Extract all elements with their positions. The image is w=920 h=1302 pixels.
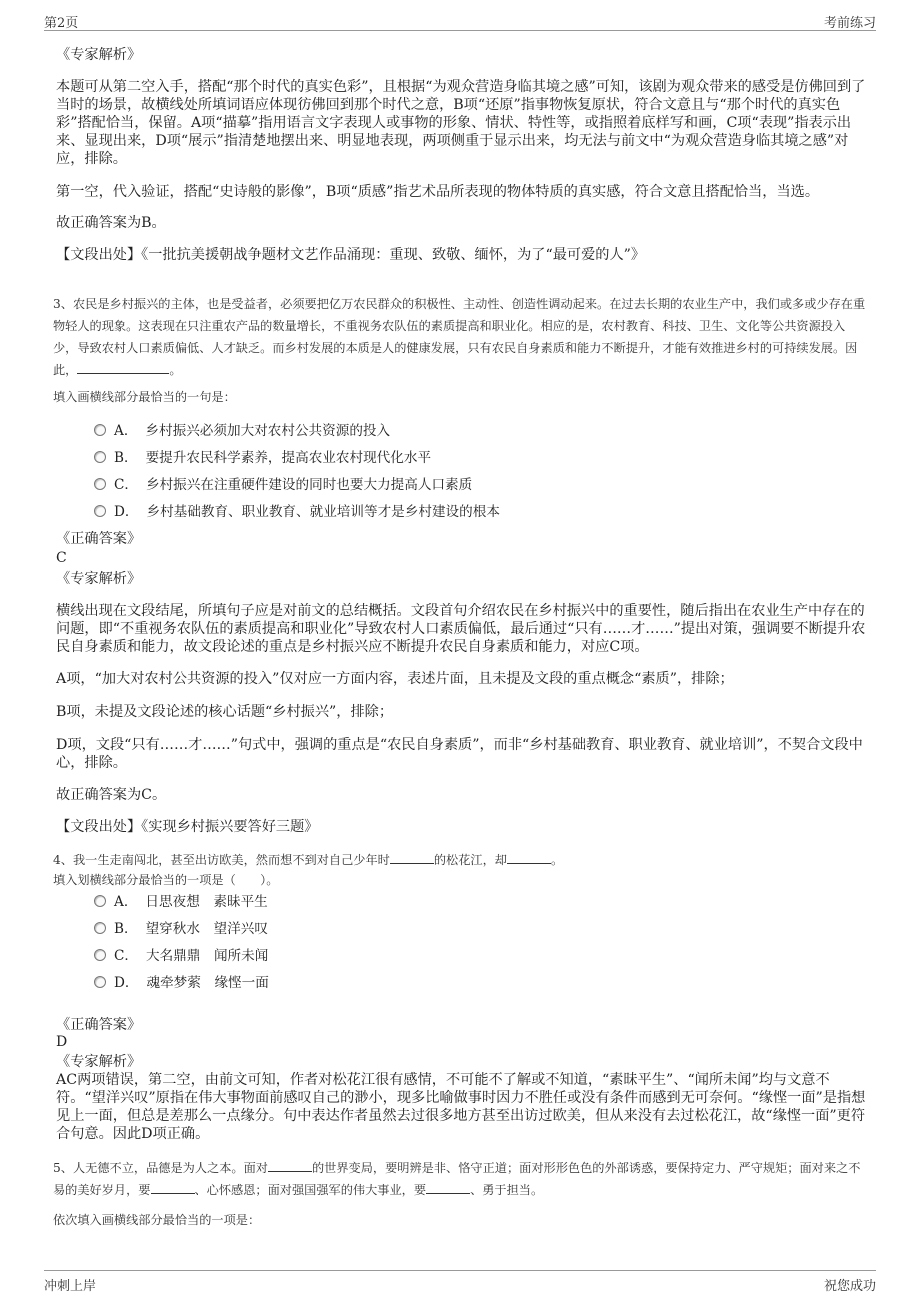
q4-answer: D <box>56 1034 68 1050</box>
q3-stem-end: 。 <box>169 363 182 377</box>
q3-answer-title: 《正确答案》 <box>56 531 142 547</box>
page-header <box>44 10 876 31</box>
q3-analysis-para2: A项，“加大对农村公共资源的投入”仅对应一方面内容，表述片面，且未提及文段的重点概念“素质”，排除； <box>56 671 734 687</box>
radio-icon[interactable] <box>94 949 106 961</box>
footer-left: 冲刺上岸 <box>44 1279 97 1294</box>
q3-option-b[interactable]: B． 要提升农民科学素养，提高农业农村现代化水平 <box>94 448 431 468</box>
q5-prompt: 依次填入画横线部分最恰当的一项是： <box>53 1213 261 1227</box>
q3-prompt: 填入画横线部分最恰当的一句是： <box>53 390 236 404</box>
radio-icon[interactable] <box>94 505 106 517</box>
q2-conclusion: 故正确答案为B。 <box>56 215 166 231</box>
q4-option-c[interactable]: C． 大名鼎鼎 闻所未闻 <box>94 946 268 966</box>
q5-blank-1 <box>268 1171 312 1172</box>
q3-answer: C <box>56 550 67 566</box>
radio-icon[interactable] <box>94 922 106 934</box>
radio-icon[interactable] <box>94 424 106 436</box>
q4-analysis-para1: AC两项错误，第二空，由前文可知，作者对松花江很有感情，不可能不了解或不知道，“素昧平生”、“闻所未闻”均与文意不符。“望洋兴叹”原指在伟大事物面前感叹自己的渺小，现多比喻做事时因力不胜任或没有条件而感到无可奈何。“缘悭一面”是指想见上一面，但总是差那么一点缘分。句中表达作者虽然去过很多地方甚至出访过欧美，但从来没有去过松花江，故“缘悭一面”更符合句意。因此D项正确。 <box>56 1072 866 1142</box>
header-title: 考前练习 <box>823 16 876 31</box>
q4-blank-2 <box>507 863 551 864</box>
radio-icon[interactable] <box>94 895 106 907</box>
q5-blank-3 <box>426 1193 470 1194</box>
q4-option-a[interactable]: A． 日思夜想 素昧平生 <box>94 892 268 912</box>
radio-icon[interactable] <box>94 478 106 490</box>
q3-stem <box>53 293 868 381</box>
q3-option-c[interactable]: C． 乡村振兴在注重硬件建设的同时也要大力提高人口素质 <box>94 475 472 495</box>
q4-option-b[interactable]: B． 望穿秋水 望洋兴叹 <box>94 919 268 939</box>
q2-analysis-para1: 本题可从第二空入手，搭配“那个时代的真实色彩”，且根据“为观众营造身临其境之感”可知，该剧为观众带来的感受是仿佛回到了当时的场景，故横线处所填词语应体现彷佛回到那个时代之意，B项“还原”指事物恢复原状，符合文意且与“那个时代的真实色彩”搭配恰当，保留。A项“描摹”指用语言文字表现人或事物的形象、情状、特性等，或指照着底样写和画，C项“表现”指表示出来、显现出来，D项“展示”指清楚地摆出来、明显地表现，两项侧重于显示出来，均无法与前文中“为观众营造身临其境之感”对应，排除。 <box>56 79 866 167</box>
q3-source: 【文段出处】《实现乡村振兴要答好三题》 <box>56 819 319 835</box>
q3-analysis-para1: 横线出现在文段结尾，所填句子应是对前文的总结概括。文段首句介绍农民在乡村振兴中的重要性，随后指出在农业生产中存在的问题，即“不重视务农队伍的素质提高和职业化”导致农村人口素质偏低，最后通过“只有……才……”提出对策，强调要不断提升农民自身素质和能力，故文段论述的重点是乡村振兴应不断提升农民自身素质和能力，对应C项。 <box>56 603 866 655</box>
q2-analysis-title: 《专家解析》 <box>56 47 142 63</box>
q5-stem: 5、人无德不立，品德是为人之本。面对 的世界变局，要明辨是非、恪守正道；面对形形色色的外部诱惑，要保持定力、严守规矩；面对来之不易的美好岁月，要 、心怀感恩；面对强国强军的伟大事业，要 、勇于担当。 <box>53 1161 861 1197</box>
q2-source: 【文段出处】《一批抗美援朝战争题材文艺作品涌现：重现、致敬、缅怀，为了“最可爱的人”》 <box>56 247 646 263</box>
q3-analysis-para4: D项，文段“只有……才……”句式中，强调的重点是“农民自身素质”，而非“乡村基础教育、职业教育、就业培训”，不契合文段中心，排除。 <box>56 737 863 771</box>
page-footer <box>44 1270 876 1295</box>
q4-stem: 4、我一生走南闯北，甚至出访欧美，然而想不到对自己少年时 的松花江，却 。 <box>53 853 564 867</box>
footer-right: 祝您成功 <box>823 1279 876 1294</box>
page-number: 第2页 <box>44 16 79 31</box>
q3-analysis-title: 《专家解析》 <box>56 571 142 587</box>
q5-blank-2 <box>151 1193 195 1194</box>
q4-prompt: 填入划横线部分最恰当的一项是（ ）。 <box>53 873 279 887</box>
q4-answer-title: 《正确答案》 <box>56 1017 142 1033</box>
q3-stem-text: 3、农民是乡村振兴的主体，也是受益者，必须要把亿万农民群众的积极性、主动性、创造性调动起来。在过去长期的农业生产中，我们或多或少存在重物轻人的现象。这表现在只注重农产品的数量增长，不重视务农队伍的素质提高和职业化。相应的是，农村教育、科技、卫生、文化等公共资源投入少，导致农村人口素质偏低、人才缺乏。而乡村发展的本质是人的健康发展，只有农民自身素质和能力不断提升，才能有效推进乡村的可持续发展。因此， <box>53 297 866 377</box>
q4-blank-1 <box>390 863 434 864</box>
q3-option-a[interactable]: A． 乡村振兴必须加大对农村公共资源的投入 <box>94 421 390 441</box>
q2-analysis-para2: 第一空，代入验证，搭配“史诗般的影像”，B项“质感”指艺术品所表现的物体特质的真实感，符合文意且搭配恰当，当选。 <box>56 184 820 200</box>
radio-icon[interactable] <box>94 976 106 988</box>
q3-analysis-para3: B项，未提及文段论述的核心话题“乡村振兴”，排除； <box>56 704 394 720</box>
q3-option-d[interactable]: D． 乡村基础教育、职业教育、就业培训等才是乡村建设的根本 <box>94 502 500 522</box>
q4-analysis-title: 《专家解析》 <box>56 1054 142 1070</box>
q4-option-d[interactable]: D． 魂牵梦萦 缘悭一面 <box>94 973 269 993</box>
q3-blank <box>77 373 169 374</box>
q3-conclusion: 故正确答案为C。 <box>56 787 167 803</box>
radio-icon[interactable] <box>94 451 106 463</box>
